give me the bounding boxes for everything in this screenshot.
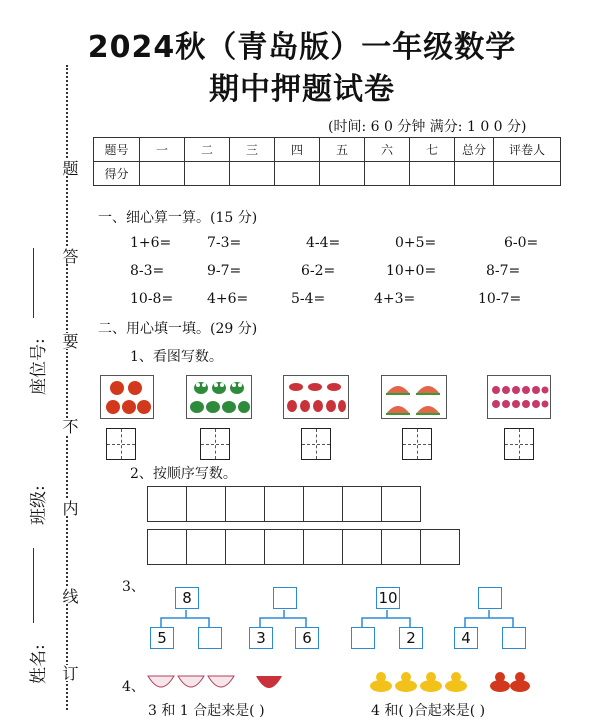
equation: 4+3=: [374, 291, 416, 307]
score-header-cell: 评卷人: [494, 138, 561, 162]
bowl-icon: [148, 676, 234, 687]
section-1-heading: 一、细心算一算。(15 分): [98, 210, 258, 226]
question-1-label: 1、看图写数。: [130, 349, 223, 365]
binding-char: 答: [60, 248, 79, 264]
equation: 8-3=: [130, 263, 165, 279]
binding-char: 要: [60, 333, 79, 349]
equation: 0+5=: [395, 235, 437, 251]
score-header-cell: 三: [230, 138, 275, 162]
score-header-cell: 六: [365, 138, 410, 162]
equation: 4+6=: [207, 291, 249, 307]
bond-top-box[interactable]: 8: [175, 587, 199, 609]
score-header-cell: 二: [185, 138, 230, 162]
binding-char: 不: [60, 418, 79, 434]
question-4-text-b: 4 和( )合起来是( ): [371, 703, 486, 719]
section-2-heading: 二、用心填一填。(29 分): [98, 321, 258, 337]
exam-meta: (时间: 6 0 分钟 满分: 1 0 0 分): [328, 119, 527, 135]
binding-char: 订: [60, 665, 79, 681]
red-bowl-icon: [256, 676, 282, 688]
bond-left-box[interactable]: 4: [454, 627, 478, 649]
score-header-cell: 一: [140, 138, 185, 162]
equation: 5-4=: [291, 291, 326, 307]
equation: 7-3=: [207, 235, 242, 251]
score-header-cell: 题号: [94, 138, 140, 162]
title-line-1: 2024秋（青岛版）一年级数学: [87, 30, 517, 65]
class-label: 班级:: [29, 485, 49, 525]
equation: 4-4=: [306, 235, 341, 251]
question-3-label: 3、: [122, 579, 145, 595]
binding-char: 题: [60, 160, 79, 176]
equation: 8-7=: [486, 263, 521, 279]
red-duck-icon: [490, 672, 530, 692]
equation: 6-0=: [504, 235, 539, 251]
question-4-text-a: 3 和 1 合起来是( ): [148, 703, 265, 719]
score-header-cell: 总分: [455, 138, 494, 162]
title-line-2: 期中押题试卷: [209, 72, 395, 107]
score-header-cell: 五: [320, 138, 365, 162]
bond-right-box[interactable]: 6: [295, 627, 319, 649]
binding-char: 线: [60, 588, 79, 604]
question-4-label: 4、: [122, 679, 145, 695]
score-header-cell: 四: [275, 138, 320, 162]
equation: 1+6=: [130, 235, 172, 251]
equation: 6-2=: [301, 263, 336, 279]
binding-char: 内: [60, 500, 79, 516]
score-header-cell: 七: [410, 138, 455, 162]
equation: 10+0=: [386, 263, 437, 279]
duck-icon: [370, 672, 467, 692]
equation: 10-7=: [478, 291, 522, 307]
equation: 10-8=: [130, 291, 174, 307]
name-label: 姓名:: [29, 644, 49, 684]
bond-left-box[interactable]: 5: [150, 627, 174, 649]
bond-right-box[interactable]: 2: [399, 627, 423, 649]
question-2-label: 2、按顺序写数。: [130, 466, 237, 482]
seat-number-label: 座位号:: [29, 338, 49, 395]
bond-top-box[interactable]: 10: [376, 587, 400, 609]
bond-left-box[interactable]: 3: [249, 627, 273, 649]
score-row-label: 得分: [94, 162, 140, 186]
equation: 9-7=: [207, 263, 242, 279]
